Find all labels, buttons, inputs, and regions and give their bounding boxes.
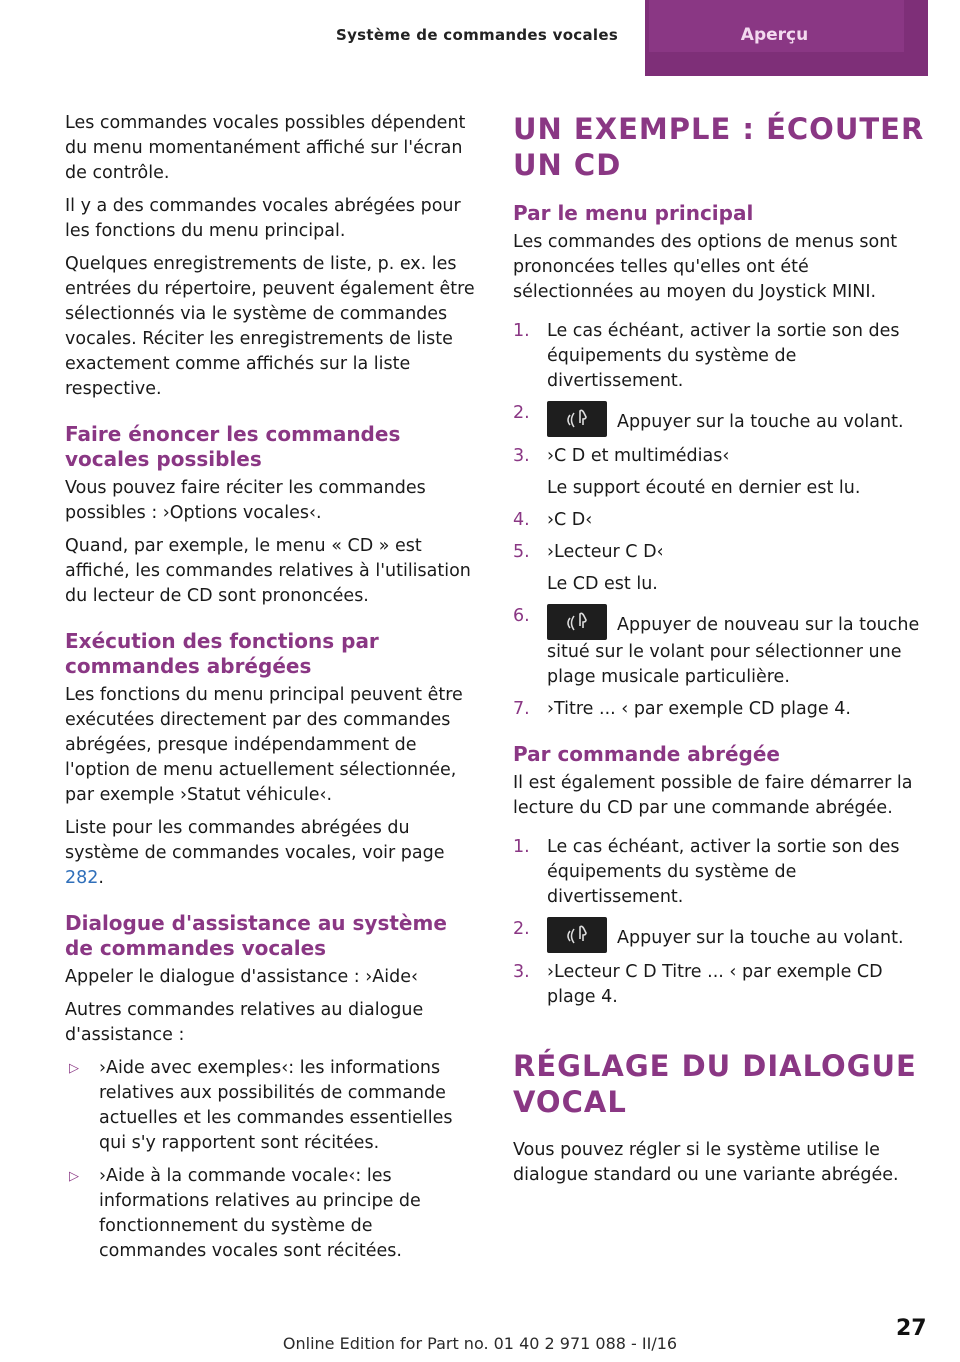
list-item <box>513 917 933 953</box>
list-item <box>513 697 933 722</box>
step-text: ›C D‹ <box>547 510 593 530</box>
list-item <box>513 960 933 1010</box>
chapter-tab-label: Aperçu <box>740 25 809 45</box>
heading-example-cd: UN EXEMPLE : ÉCOUTER UN CD <box>513 112 925 182</box>
list-item <box>513 444 933 501</box>
list-item <box>513 401 933 437</box>
step-text: Appuyer sur la touche au volant. <box>617 928 904 948</box>
page-number: 27 <box>896 1316 927 1341</box>
paragraph: Autres commandes relatives au dialogue d'assistance : <box>65 1000 424 1045</box>
step-number: 6. <box>513 606 530 626</box>
step-number: 5. <box>513 542 530 562</box>
list-item <box>65 1164 479 1264</box>
step-number: 1. <box>513 837 530 857</box>
paragraph: Vous pouvez faire réciter les commandes possibles : ›Options vocales‹. <box>65 478 426 523</box>
step-subtext: Le support écouté en dernier est lu. <box>547 478 861 498</box>
voice-steering-button-icon <box>547 604 607 640</box>
paragraph: Appeler le dialogue d'assistance : ›Aide‹ <box>65 967 418 987</box>
subheading-main-menu: Par le menu principal <box>513 201 754 225</box>
list-item <box>65 1056 479 1156</box>
subheading-shortcut: Par commande abrégée <box>513 742 780 766</box>
steps-list-shortcut <box>513 835 933 1010</box>
step-text: ›C D et multimédias‹ <box>547 446 730 466</box>
right-column <box>513 111 933 1196</box>
step-text: ›Titre ... ‹ par exemple CD plage 4. <box>547 699 851 719</box>
intro-paragraph: Les commandes vocales possibles dépendent du menu momentanément affiché sur l'écran de contrôle. <box>65 113 466 183</box>
list-item <box>513 540 933 597</box>
list-item-text: ›Aide avec exemples‹: les informations relatives aux possibilités de commande actuelles et les commandes essentielles qui s'y rapportent sont récitées. <box>99 1058 453 1153</box>
list-item <box>513 508 933 533</box>
triangle-bullet-icon: ▷ <box>69 1169 79 1184</box>
edition-footer: Online Edition for Part no. 01 40 2 971 088 - II/16 <box>282 1334 678 1353</box>
paragraph: Vous pouvez régler si le système utilise le dialogue standard ou une variante abrégée. <box>513 1140 899 1185</box>
intro-paragraph: Quelques enregistrements de liste, p. ex. les entrées du répertoire, peuvent également être sélectionnés via le système de commandes vocales. Réciter les enregistrements de liste exactement comme affichés sur la liste respective. <box>65 254 475 399</box>
section-heading-shortcuts: Exécution des fonctions par commandes abrégées <box>65 629 379 678</box>
help-bullet-list <box>65 1056 479 1264</box>
list-item <box>513 835 933 910</box>
step-number: 7. <box>513 699 530 719</box>
paragraph: Les commandes des options de menus sont prononcées telles qu'elles ont été sélectionnées au moyen du Joystick MINI. <box>513 232 898 302</box>
step-text: Appuyer de nouveau sur la touche situé sur le volant pour sélectionner une plage musicale particulière. <box>547 615 920 687</box>
header-section-title: Système de commandes vocales <box>336 26 619 44</box>
step-text: Le cas échéant, activer la sortie son des équipements du système de divertissement. <box>547 321 900 391</box>
step-text: Le cas échéant, activer la sortie son des équipements du système de divertissement. <box>547 837 900 907</box>
voice-steering-button-icon <box>547 917 607 953</box>
step-subtext: Le CD est lu. <box>547 574 658 594</box>
paragraph: Quand, par exemple, le menu « CD » est affiché, les commandes relatives à l'utilisation du lecteur de CD sont prononcées. <box>65 536 471 606</box>
step-number: 4. <box>513 510 530 530</box>
section-heading-options: Faire énoncer les commandes vocales possibles <box>65 422 401 471</box>
voice-steering-button-icon <box>547 401 607 437</box>
step-text: ›Lecteur C D‹ <box>547 542 664 562</box>
page-link[interactable]: 282 <box>65 868 99 888</box>
paragraph-with-link <box>65 816 479 891</box>
step-number: 1. <box>513 321 530 341</box>
steps-list-main-menu <box>513 319 933 722</box>
list-item <box>513 604 933 690</box>
step-number: 2. <box>513 403 530 423</box>
step-number: 3. <box>513 446 530 466</box>
list-item <box>513 319 933 394</box>
intro-paragraph: Il y a des commandes vocales abrégées pour les fonctions du menu principal. <box>65 196 461 241</box>
step-text: Appuyer sur la touche au volant. <box>617 412 904 432</box>
left-column <box>65 111 479 1272</box>
step-number: 2. <box>513 919 530 939</box>
heading-dialog-setting: RÉGLAGE DU DIALOGUE VOCAL <box>513 1049 917 1119</box>
chapter-tab <box>645 0 928 76</box>
text: Liste pour les commandes abrégées du système de commandes vocales, voir page <box>65 818 445 863</box>
list-item-text: ›Aide à la commande vocale‹: les informations relatives au principe de fonctionnement du système de commandes vocales sont récitées. <box>99 1166 421 1261</box>
section-heading-help: Dialogue d'assistance au système de commandes vocales <box>65 911 447 960</box>
text: . <box>98 868 104 888</box>
paragraph: Il est également possible de faire démarrer la lecture du CD par une commande abrégée. <box>513 773 913 818</box>
step-number: 3. <box>513 962 530 982</box>
step-text: ›Lecteur C D Titre ... ‹ par exemple CD plage 4. <box>547 962 883 1007</box>
paragraph: Les fonctions du menu principal peuvent être exécutées directement par des commandes abrégées, presque indépendamment de l'option de menu actuellement sélectionnée, par exemple ›Statut véhicule‹. <box>65 685 463 805</box>
triangle-bullet-icon: ▷ <box>69 1061 79 1076</box>
